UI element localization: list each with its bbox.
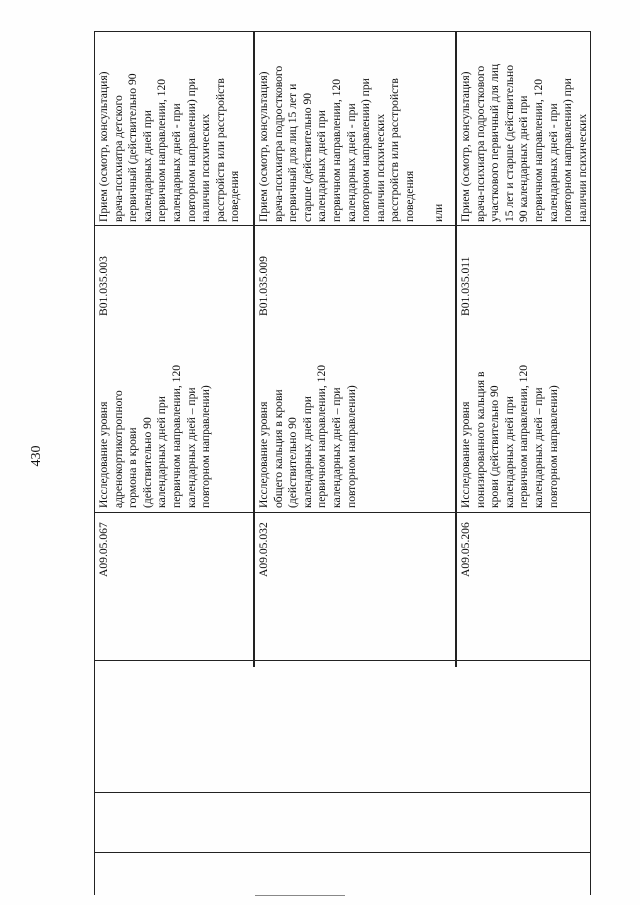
row-2-code: A09.05.032 (257, 522, 270, 577)
row-3-test-text: Исследование уровня ионизированного кальция в крови (действительно 90 календарных дней при первичном направлении, 120 календарных дней – при повторном направлении) (459, 364, 560, 508)
row-3-code: A09.05.206 (459, 522, 472, 577)
column-border-left-c (94, 852, 590, 853)
row-2-service-code: B01.035.009 (257, 256, 270, 316)
table-top-border (94, 31, 590, 32)
row-1-service-code: B01.035.003 (97, 256, 110, 316)
column-border-code-test (94, 512, 590, 513)
row-1-test-text: Исследование уровня адренокортикотропного гормона в крови (действительно 90 календарных дней при первичном направлении, 120 календарных дней – при повторном направлении) (97, 364, 213, 508)
row-2-service-text: Прием (осмотр, консультация) врача-психиатра подросткового первичный для лиц 15 лет и старше (действительно 90 календарных дней при первичном направлении, 120 календарных дней - при повторном направлении) при наличии психических расстройств или расстройств поведения или (257, 65, 446, 222)
column-border-left-b (94, 792, 590, 793)
row-2-test-text: Исследование уровня общего кальция в крови (действительно 90 календарных дней при первичном направлении, 120 календарных дней – при повторном направлении) (257, 364, 358, 508)
column-border-service (94, 225, 590, 226)
row-border-1 (253, 31, 255, 667)
column-border-bottom-partial (255, 895, 345, 896)
row-3-service-text: Прием (осмотр, консультация) врача-психиатра подросткового участкового первичный для лиц 15 лет и старше (действительно 90 календарных дней при первичном направлении, 120 календарных дней - при повторном направлении) при наличии психических (459, 63, 589, 222)
row-3-service-code: B01.035.011 (459, 256, 472, 316)
page-number: 430 (29, 445, 44, 467)
table-left-border (94, 31, 95, 895)
row-border-2 (455, 31, 457, 667)
column-border-left-a (94, 660, 590, 661)
row-1-service-text: Прием (осмотр, консультация) врача-психиатра детского первичный (действительно 90 календарных дней при первичном направлении, 120 календарных дней - при повторном направлении) при наличии психических расстройств или расстройств поведения (97, 71, 242, 222)
row-1-code: A09.05.067 (97, 522, 110, 577)
